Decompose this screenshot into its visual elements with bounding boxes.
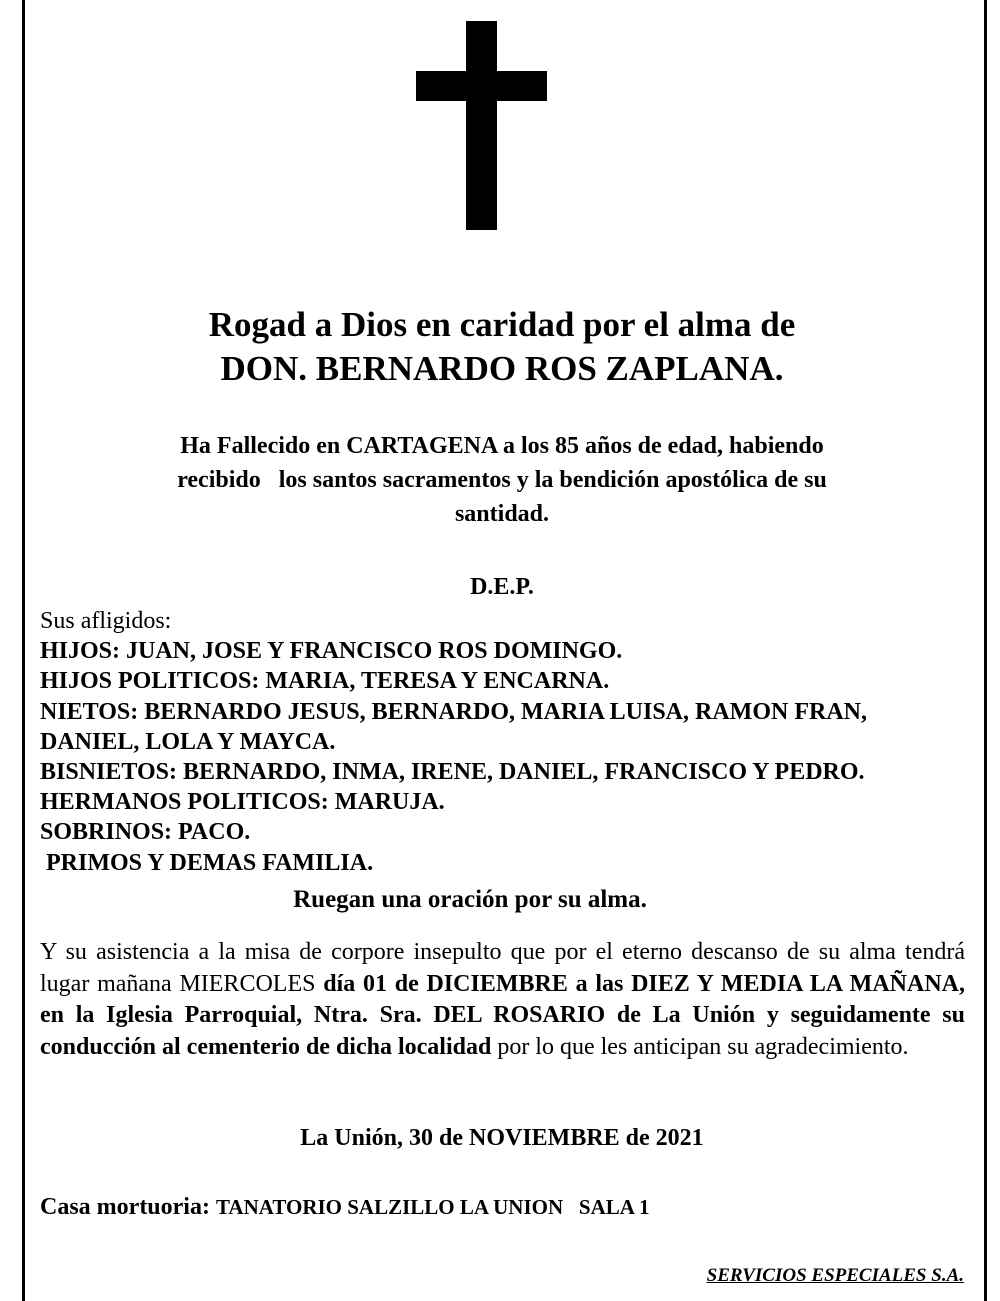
intro-line-1: Ha Fallecido en CARTAGENA a los 85 años de edad, habiendo — [180, 433, 824, 459]
intro-line-2: recibido los santos sacramentos y la bendición apostólica de su — [177, 467, 827, 493]
mass-announcement — [40, 937, 965, 1063]
family-nietos-2: DANIEL, LOLA Y MAYCA. — [40, 728, 336, 755]
mourners-label: Sus afligidos: — [40, 608, 172, 634]
cross-icon — [0, 0, 1000, 240]
deceased-name: DON. BERNARDO ROS ZAPLANA. — [220, 349, 784, 388]
family-list — [40, 606, 970, 878]
intro-line-3: santidad. — [454, 501, 550, 527]
funeral-home-label: Casa mortuoria: — [40, 1194, 210, 1220]
funeral-service-company: SERVICIOS ESPECIALES S.A. — [706, 1265, 964, 1286]
mass-text-1: Y su asistencia a la misa de corpore insepulto que por el eterno descanso de su alma tendrá lugar mañana MIERCOLES — [40, 939, 965, 997]
dep-text: D.E.P. — [470, 574, 534, 600]
family-bisnietos: BISNIETOS: BERNARDO, INMA, IRENE, DANIEL, FRANCISCO Y PEDRO. — [40, 759, 865, 786]
cross-horizontal-bar — [416, 71, 547, 101]
obituary-heading — [40, 303, 964, 391]
funeral-home-place: TANATORIO SALZILLO LA UNION SALA 1 — [215, 1195, 650, 1219]
heading-line-1: Rogad a Dios en caridad por el alma de — [208, 305, 796, 344]
family-primos: PRIMOS Y DEMAS FAMILIA. — [46, 849, 374, 876]
cross-vertical-bar — [466, 21, 497, 230]
death-notice — [80, 429, 924, 531]
mass-text-2: día 01 de DICIEMBRE a las DIEZ Y MEDIA LA MAÑANA, en la Iglesia Parroquial, Ntra. Sra. DEL ROSARIO de La Unión y seguidamente su conducción al cementerio de dicha localidad — [40, 970, 965, 1060]
family-nietos-1: NIETOS: BERNARDO JESUS, BERNARDO, MARIA LUISA, RAMON FRAN, — [40, 698, 867, 725]
prayer-request: Ruegan una oración por su alma. — [293, 886, 647, 913]
mass-text-3: por lo que les anticipan su agradecimiento. — [491, 1033, 909, 1060]
family-hijos: HIJOS: JUAN, JOSE Y FRANCISCO ROS DOMINGO. — [40, 638, 623, 665]
funeral-home — [40, 1191, 940, 1223]
family-sobrinos: SOBRINOS: PACO. — [40, 819, 251, 846]
family-hijos-politicos: HIJOS POLITICOS: MARIA, TERESA Y ENCARNA. — [40, 668, 610, 695]
family-hermanos-politicos: HERMANOS POLITICOS: MARUJA. — [40, 789, 445, 816]
place-date: La Unión, 30 de NOVIEMBRE de 2021 — [300, 1125, 704, 1151]
